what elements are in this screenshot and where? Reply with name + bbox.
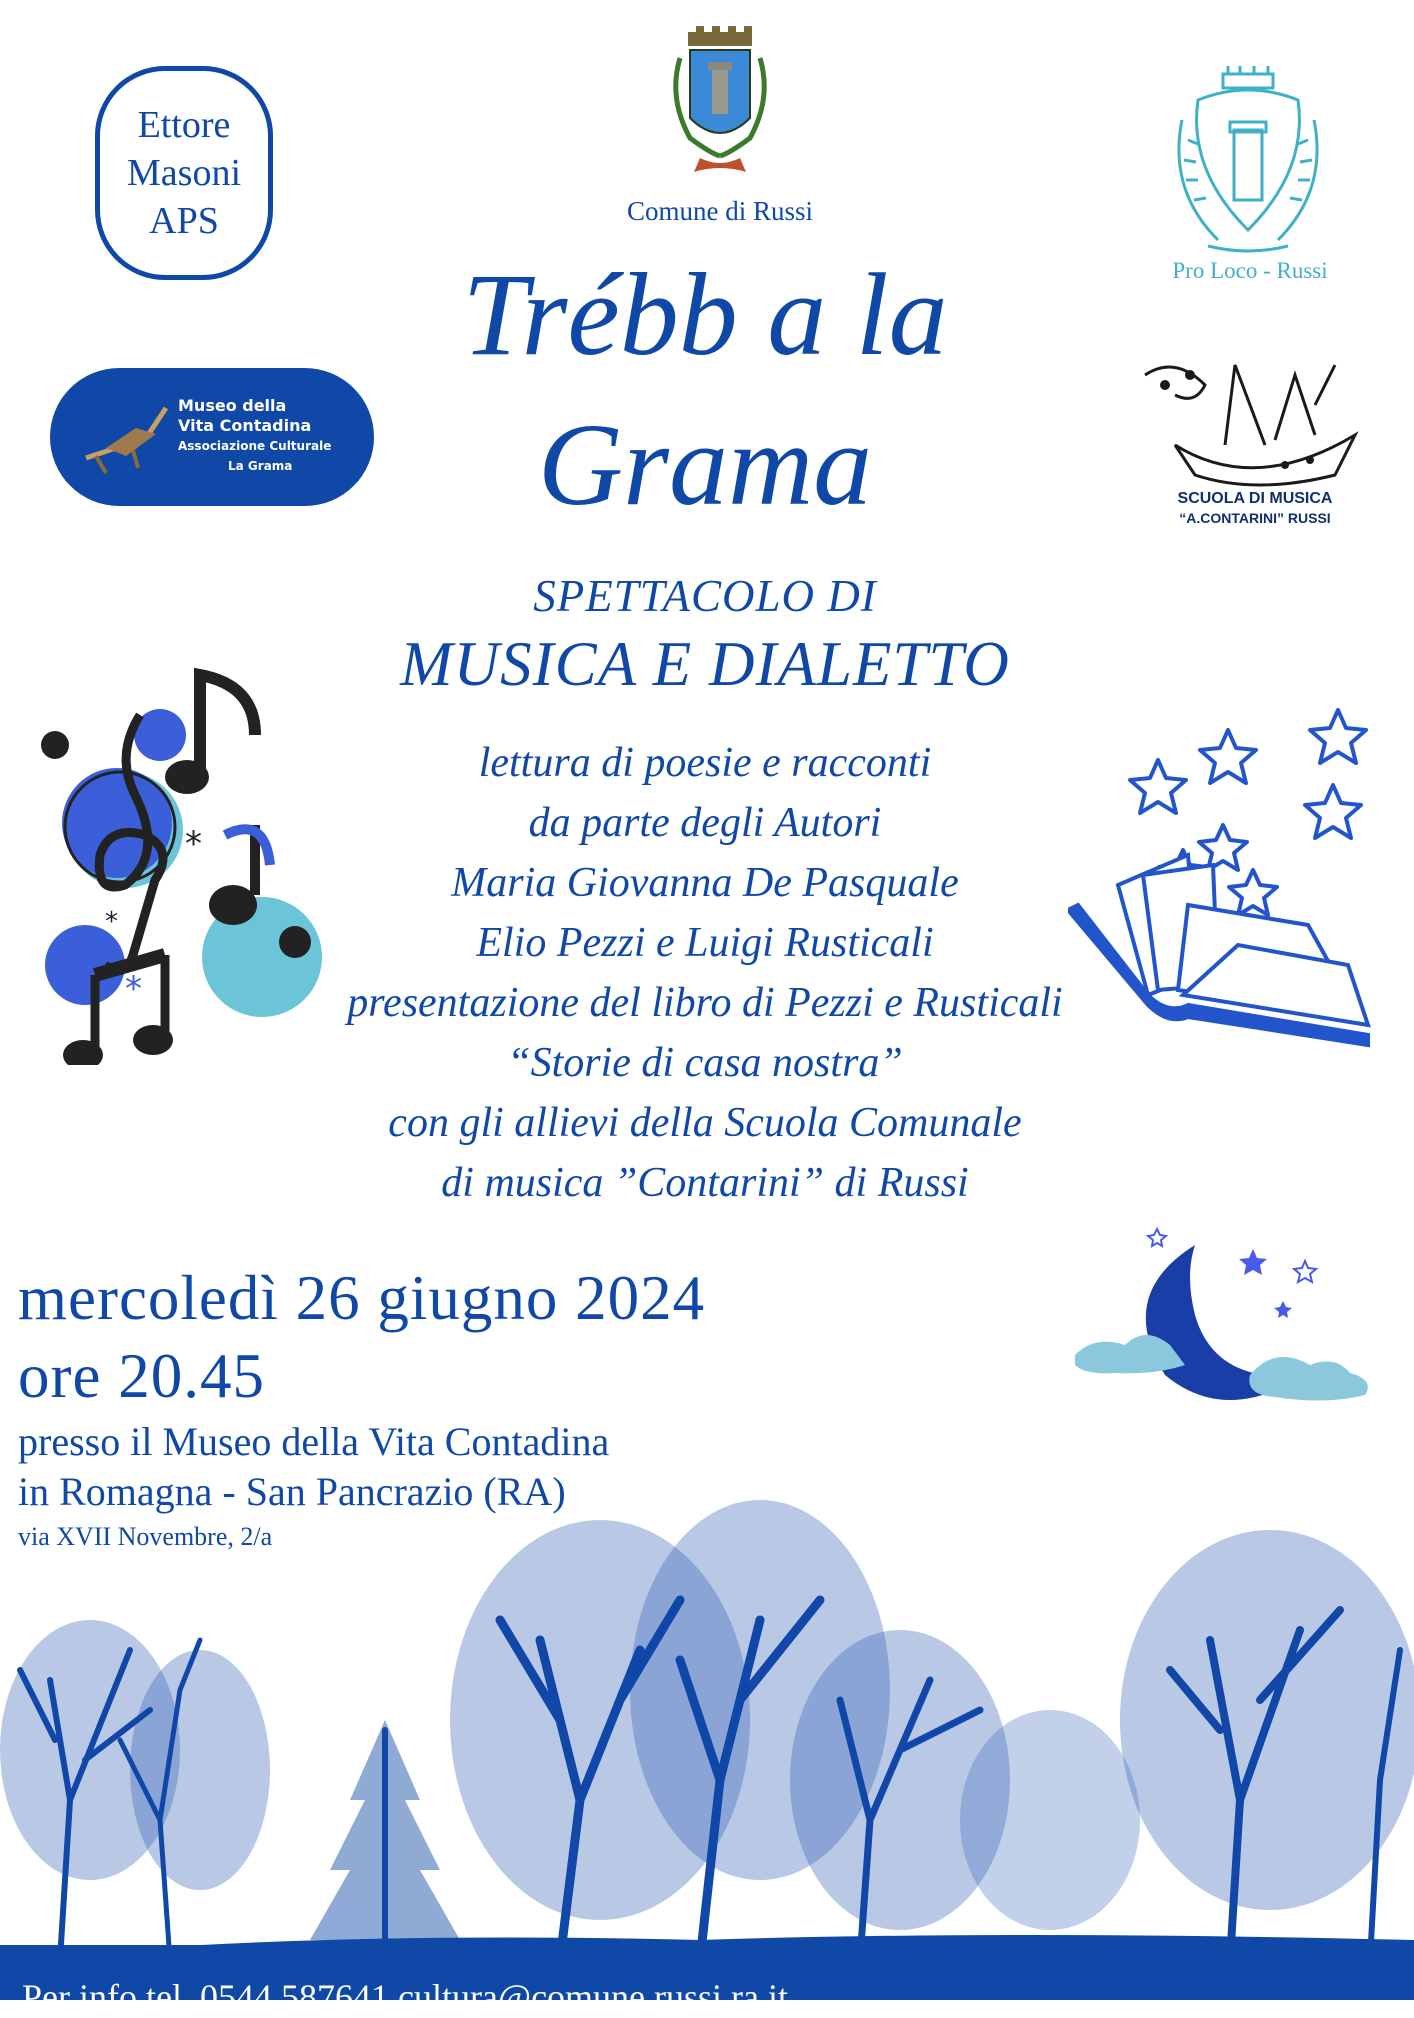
title-line-2: Grama (537, 399, 873, 530)
description-line: con gli allievi della Scuola Comunale (388, 1100, 1022, 1146)
venue-line-2: in Romagna - San Pancrazio (RA) (18, 1469, 566, 1514)
trees-silhouette (0, 1500, 1414, 1970)
ettore-masoni-logo (95, 66, 273, 280)
scuola-label-2: “A.CONTARINI” RUSSI (1179, 510, 1331, 526)
venue-address: via XVII Novembre, 2/a (18, 1522, 273, 1551)
venue-line-1: presso il Museo della Vita Contadina (18, 1419, 610, 1464)
proloco-crest-icon (1168, 60, 1328, 260)
proloco-label: Pro Loco - Russi (1172, 258, 1328, 283)
scuola-boat-icon (1135, 345, 1365, 495)
svg-text:*: * (125, 969, 142, 1009)
plough-icon (76, 398, 176, 478)
description-line: Maria Giovanna De Pasquale (451, 860, 959, 906)
footer-info: Per info tel. 0544 587641 cultura@comune.russi.ra.it (22, 1977, 789, 2017)
museo-line-3: Associazione Culturale (178, 439, 332, 453)
music-notes-icon (25, 655, 325, 1065)
title-line-1: Trébb a la (462, 249, 948, 380)
description-line: da parte degli Autori (528, 800, 882, 846)
subtitle-line-2: MUSICA E DIALETTO (400, 629, 1010, 699)
scuola-label-1: SCUOLA DI MUSICA (1177, 490, 1333, 507)
description-line: presentazione del libro di Pezzi e Rusticali (347, 980, 1063, 1026)
subtitle-line-1: SPETTACOLO DI (533, 571, 877, 621)
museo-line-4: La Grama (228, 459, 293, 473)
svg-text:*: * (105, 907, 118, 937)
museo-line-1: Museo della (178, 396, 287, 415)
open-book-stars-icon (1068, 705, 1388, 1085)
event-time: ore 20.45 (18, 1341, 265, 1411)
museo-line-2: Vita Contadina (178, 416, 312, 435)
event-date: mercoledì 26 giugno 2024 (18, 1263, 706, 1333)
crescent-moon-icon (1075, 1225, 1375, 1425)
description-block (240, 733, 1170, 1213)
ettore-line-1: Ettore (137, 104, 231, 146)
comune-label: Comune di Russi (626, 196, 814, 226)
ettore-line-2: Masoni (127, 152, 241, 194)
description-line: di musica ”Contarini” di Russi (441, 1160, 969, 1206)
description-line: Elio Pezzi e Luigi Rusticali (476, 920, 934, 966)
comune-crest-icon (660, 18, 780, 188)
description-line: “Storie di casa nostra” (507, 1040, 903, 1086)
ettore-line-3: APS (149, 200, 219, 242)
svg-text:*: * (185, 824, 202, 864)
description-line: lettura di poesie e racconti (478, 740, 932, 786)
